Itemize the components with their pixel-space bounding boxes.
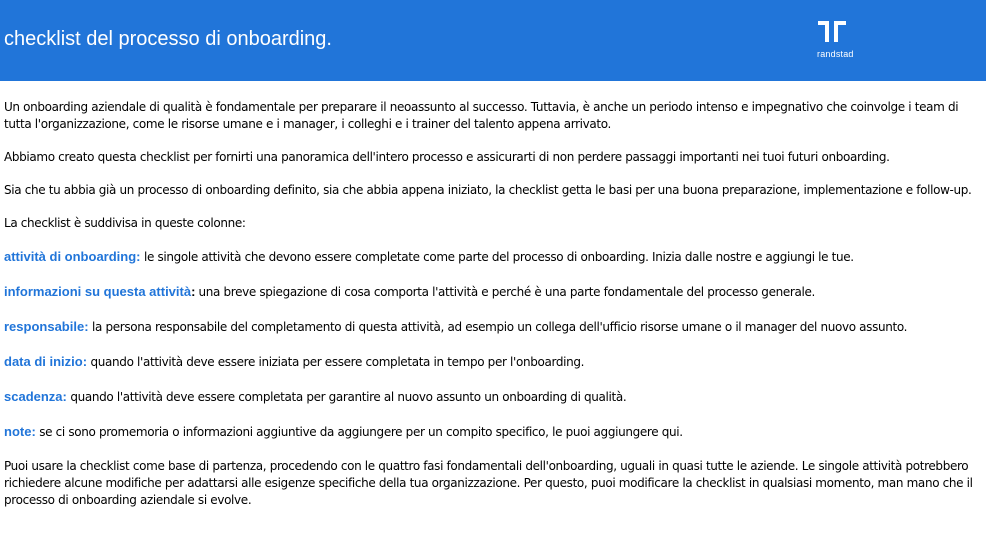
column-text: una breve spiegazione di cosa comporta l'attività e perché è una parte fondamentale del processo generale. bbox=[195, 285, 815, 299]
column-term: note: bbox=[4, 424, 36, 439]
logo-wordmark: randstad bbox=[817, 49, 854, 59]
page-title: checklist del processo di onboarding. bbox=[4, 28, 332, 50]
column-description-info bbox=[4, 283, 980, 301]
column-text: quando l'attività deve essere iniziata per essere completata in tempo per l'onboarding. bbox=[87, 355, 585, 369]
column-description-start-date bbox=[4, 353, 980, 371]
column-description-activity bbox=[4, 248, 980, 266]
column-term: scadenza: bbox=[4, 389, 67, 404]
intro-paragraph-4: La checklist è suddivisa in queste colonne: bbox=[4, 216, 246, 230]
column-term: responsabile: bbox=[4, 319, 89, 334]
randstad-logo bbox=[812, 18, 864, 64]
column-text: se ci sono promemoria o informazioni aggiuntive da aggiungere per un compito specifico, le puoi aggiungere qui. bbox=[35, 425, 683, 439]
intro-paragraph-2: Abbiamo creato questa checklist per fornirti una panoramica dell'intero processo e assicurarti di non perdere passaggi importanti nei tuoi futuri onboarding. bbox=[4, 150, 890, 164]
column-term-colon: : bbox=[191, 284, 196, 299]
header-banner bbox=[0, 0, 986, 81]
randstad-logo-icon bbox=[817, 18, 847, 48]
closing-paragraph: Puoi usare la checklist come base di partenza, procedendo con le quattro fasi fondamentali dell'onboarding, uguali in quasi tutte le aziende. Le singole attività potrebbero richiedere alcune modifiche per adattarsi alle esigenze specifiche della tua organizzazione. Per questo, puoi modificare la checklist in qualsiasi momento, man mano che il processo di onboarding aziendale si evolve. bbox=[4, 459, 973, 507]
column-text: quando l'attività deve essere completata per garantire al nuovo assunto un onboarding di qualità. bbox=[66, 390, 627, 404]
column-term: data di inizio: bbox=[4, 354, 88, 369]
column-text: la persona responsabile del completamento di questa attività, ad esempio un collega dell'ufficio risorse umane o il manager del nuovo assunto. bbox=[88, 320, 908, 334]
column-text: le singole attività che devono essere completate come parte del processo di onboarding. Inizia dalle nostre e aggiungi le tue. bbox=[140, 250, 854, 264]
column-term: attività di onboarding: bbox=[4, 249, 141, 264]
column-term: informazioni su questa attività bbox=[4, 284, 192, 299]
intro-paragraph-3: Sia che tu abbia già un processo di onboarding definito, sia che abbia appena iniziato, la checklist getta le basi per una buona preparazione, implementazione e follow-up. bbox=[4, 183, 972, 197]
column-description-notes bbox=[4, 423, 980, 441]
column-description-deadline bbox=[4, 388, 980, 406]
instructions-body bbox=[4, 99, 980, 525]
column-description-owner bbox=[4, 318, 980, 336]
intro-paragraph-1: Un onboarding aziendale di qualità è fondamentale per preparare il neoassunto al successo. Tuttavia, è anche un periodo intenso e impegnativo che coinvolge i team di tutta l'organizzazione, come le risorse umane e i manager, i colleghi e i trainer del talento appena arrivato. bbox=[4, 100, 959, 131]
